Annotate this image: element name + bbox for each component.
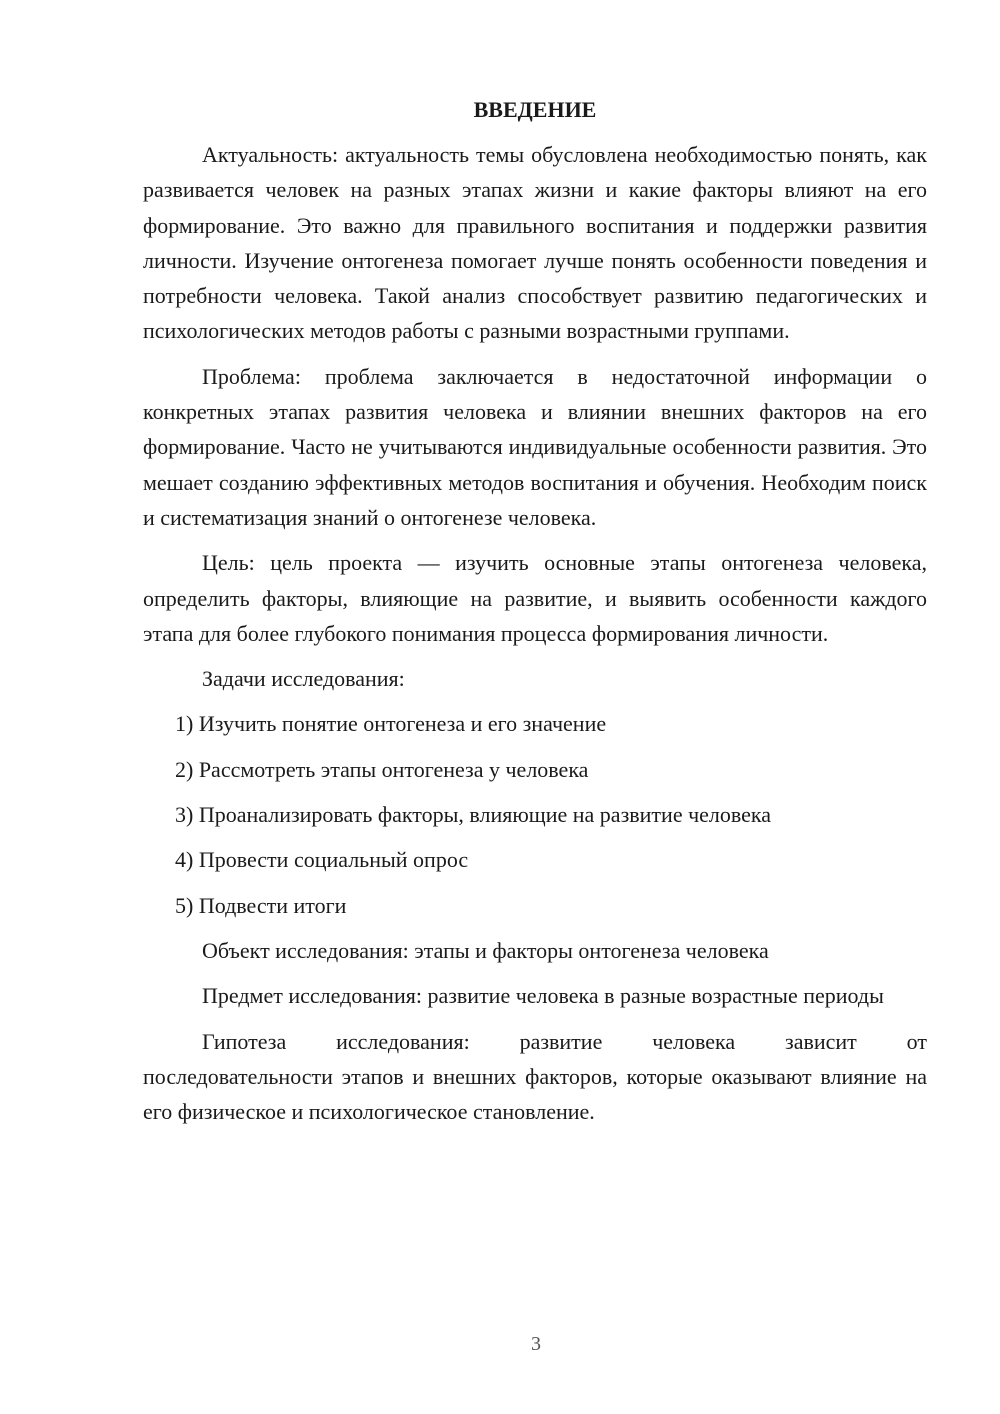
hypothesis-rest: последовательности этапов и внешних факторов, которые оказывают влияние на его физическое и психологическое становление. — [143, 1063, 927, 1125]
tasks-list — [143, 706, 927, 922]
page-title: ВВЕДЕНИЕ — [473, 97, 597, 122]
relevance-paragraph: Актуальность: актуальность темы обусловлена необходимостью понять, как развивается человек на разных этапах жизни и какие факторы влияют на его формирование. Это важно для правильного воспитания и поддержки развития личности. Изучение онтогенеза помогает лучше понять особенности поведения и потребности человека. Такой анализ способствует развитию педагогических и психологических методов работы с разными возрастными группами. — [143, 142, 927, 344]
page-number: 3 — [531, 1333, 541, 1355]
tasks-heading: Задачи исследования: — [202, 666, 405, 692]
task-item: 4) Провести социальный опрос — [175, 847, 469, 873]
task-item: 5) Подвести итоги — [175, 892, 347, 918]
task-item: 2) Рассмотреть этапы онтогенеза у человека — [175, 756, 589, 782]
hypothesis-first-line: Гипотеза исследования: развитие человека зависит от — [202, 1028, 927, 1054]
problem-paragraph: Проблема: проблема заключается в недостаточной информации о конкретных этапах развития человека и влиянии внешних факторов на его формирование. Часто не учитываются индивидуальные особенности развития. Это мешает созданию эффективных методов воспитания и обучения. Необходим поиск и систематизация знаний о онтогенезе человека. — [143, 363, 927, 530]
subject-paragraph: Предмет исследования: развитие человека в разные возрастные периоды — [202, 983, 884, 1009]
goal-paragraph: Цель: цель проекта — изучить основные этапы онтогенеза человека, определить факторы, влияющие на развитие, и выявить особенности каждого этапа для более глубокого понимания процесса формирования личности. — [143, 550, 927, 646]
task-item: 1) Изучить понятие онтогенеза и его значение — [175, 711, 607, 737]
object-paragraph: Объект исследования: этапы и факторы онтогенеза человека — [202, 937, 769, 963]
hypothesis-paragraph — [143, 1024, 927, 1130]
document-body — [143, 92, 927, 1129]
task-item: 3) Проанализировать факторы, влияющие на развитие человека — [175, 802, 772, 828]
